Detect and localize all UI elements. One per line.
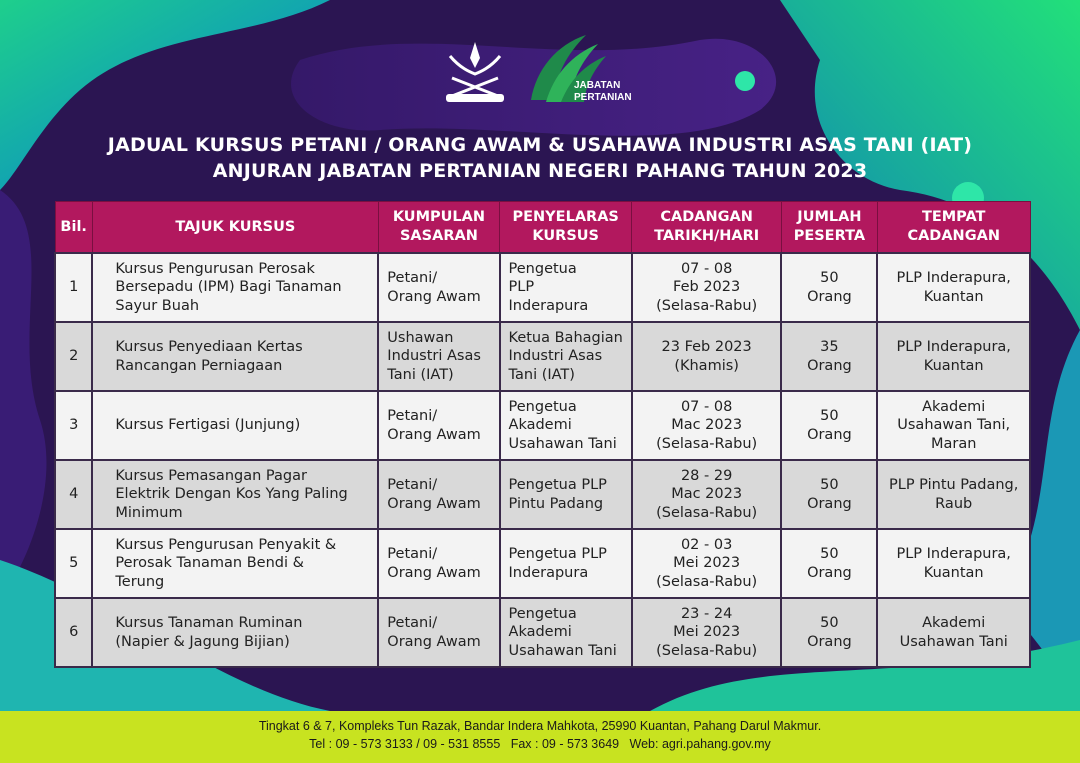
cell-peserta: 50 Orang bbox=[781, 253, 877, 322]
footer-contact: Tel : 09 - 573 3133 / 09 - 531 8555 Fax : 09 - 573 3649 Web: agri.pahang.gov.my bbox=[309, 737, 771, 751]
cell-tajuk: Kursus Penyediaan Kertas Rancangan Perniagaan bbox=[92, 322, 378, 391]
cell-tempat: PLP Inderapura, Kuantan bbox=[877, 322, 1030, 391]
header-tajuk: TAJUK KURSUS bbox=[92, 202, 378, 254]
cell-bil: 3 bbox=[55, 391, 92, 460]
title-line-2: ANJURAN JABATAN PERTANIAN NEGERI PAHANG TAHUN 2023 bbox=[212, 160, 868, 182]
table-header-row bbox=[55, 202, 1030, 254]
cell-peserta: 35 Orang bbox=[781, 322, 877, 391]
cell-tarikh: 07 - 08 Feb 2023 (Selasa-Rabu) bbox=[632, 253, 782, 322]
cell-kumpulan: Petani/ Orang Awam bbox=[378, 253, 499, 322]
header-cadangan: CADANGAN TARIKH/HARI bbox=[632, 202, 782, 254]
title-line-1: JADUAL KURSUS PETANI / ORANG AWAM & USAHAWA INDUSTRI ASAS TANI (IAT) bbox=[107, 134, 973, 156]
cell-tarikh: 23 Feb 2023 (Khamis) bbox=[632, 322, 782, 391]
logo-text-line2: PERTANIAN bbox=[574, 92, 632, 103]
cell-bil: 6 bbox=[55, 598, 92, 667]
cell-penyelaras: Pengetua PLP Pintu Padang bbox=[500, 460, 632, 529]
cell-tempat: PLP Pintu Padang, Raub bbox=[877, 460, 1030, 529]
page-title bbox=[0, 132, 1080, 184]
header-bil: Bil. bbox=[55, 202, 92, 254]
footer-address: Tingkat 6 & 7, Kompleks Tun Razak, Bandar Indera Mahkota, 25990 Kuantan, Pahang Darul Makmur. bbox=[258, 719, 822, 733]
cell-tarikh: 23 - 24 Mei 2023 (Selasa-Rabu) bbox=[632, 598, 782, 667]
jabatan-pertanian-logo-icon bbox=[526, 30, 646, 106]
cell-penyelaras: Pengetua Akademi Usahawan Tani bbox=[500, 391, 632, 460]
cell-penyelaras: Pengetua PLP Inderapura bbox=[500, 253, 632, 322]
cell-peserta: 50 Orang bbox=[781, 529, 877, 598]
table-row bbox=[55, 529, 1030, 598]
table-row bbox=[55, 598, 1030, 667]
cell-tarikh: 07 - 08 Mac 2023 (Selasa-Rabu) bbox=[632, 391, 782, 460]
header-penyelaras: PENYELARAS KURSUS bbox=[500, 202, 632, 254]
header-tempat: TEMPAT CADANGAN bbox=[877, 202, 1030, 254]
cell-penyelaras: Pengetua PLP Inderapura bbox=[500, 529, 632, 598]
cell-tajuk: Kursus Tanaman Ruminan (Napier & Jagung Bijian) bbox=[92, 598, 378, 667]
table-row bbox=[55, 322, 1030, 391]
cell-kumpulan: Petani/ Orang Awam bbox=[378, 460, 499, 529]
cell-tajuk: Kursus Fertigasi (Junjung) bbox=[92, 391, 378, 460]
cell-tempat: PLP Inderapura, Kuantan bbox=[877, 253, 1030, 322]
logo-text-line1: JABATAN bbox=[574, 80, 621, 91]
pahang-crest-icon bbox=[440, 38, 510, 106]
cell-bil: 1 bbox=[55, 253, 92, 322]
cell-tarikh: 02 - 03 Mei 2023 (Selasa-Rabu) bbox=[632, 529, 782, 598]
cell-penyelaras: Ketua Bahagian Industri Asas Tani (IAT) bbox=[500, 322, 632, 391]
cell-peserta: 50 Orang bbox=[781, 598, 877, 667]
cell-tarikh: 28 - 29 Mac 2023 (Selasa-Rabu) bbox=[632, 460, 782, 529]
cell-kumpulan: Ushawan Industri Asas Tani (IAT) bbox=[378, 322, 499, 391]
cell-kumpulan: Petani/ Orang Awam bbox=[378, 391, 499, 460]
table-row bbox=[55, 391, 1030, 460]
course-schedule-table bbox=[54, 201, 1031, 668]
logo-area bbox=[0, 28, 1080, 108]
cell-penyelaras: Pengetua Akademi Usahawan Tani bbox=[500, 598, 632, 667]
header-kumpulan: KUMPULAN SASARAN bbox=[378, 202, 499, 254]
cell-bil: 2 bbox=[55, 322, 92, 391]
cell-bil: 4 bbox=[55, 460, 92, 529]
table-row bbox=[55, 253, 1030, 322]
cell-kumpulan: Petani/ Orang Awam bbox=[378, 598, 499, 667]
table-row bbox=[55, 460, 1030, 529]
cell-peserta: 50 Orang bbox=[781, 460, 877, 529]
cell-tajuk: Kursus Pemasangan Pagar Elektrik Dengan Kos Yang Paling Minimum bbox=[92, 460, 378, 529]
cell-tajuk: Kursus Pengurusan Perosak Bersepadu (IPM) Bagi Tanaman Sayur Buah bbox=[92, 253, 378, 322]
cell-peserta: 50 Orang bbox=[781, 391, 877, 460]
cell-tempat: Akademi Usahawan Tani bbox=[877, 598, 1030, 667]
header-jumlah: JUMLAH PESERTA bbox=[781, 202, 877, 254]
cell-bil: 5 bbox=[55, 529, 92, 598]
cell-tempat: PLP Inderapura, Kuantan bbox=[877, 529, 1030, 598]
cell-tajuk: Kursus Pengurusan Penyakit & Perosak Tanaman Bendi & Terung bbox=[92, 529, 378, 598]
cell-kumpulan: Petani/ Orang Awam bbox=[378, 529, 499, 598]
footer-bar bbox=[0, 711, 1080, 763]
cell-tempat: Akademi Usahawan Tani, Maran bbox=[877, 391, 1030, 460]
